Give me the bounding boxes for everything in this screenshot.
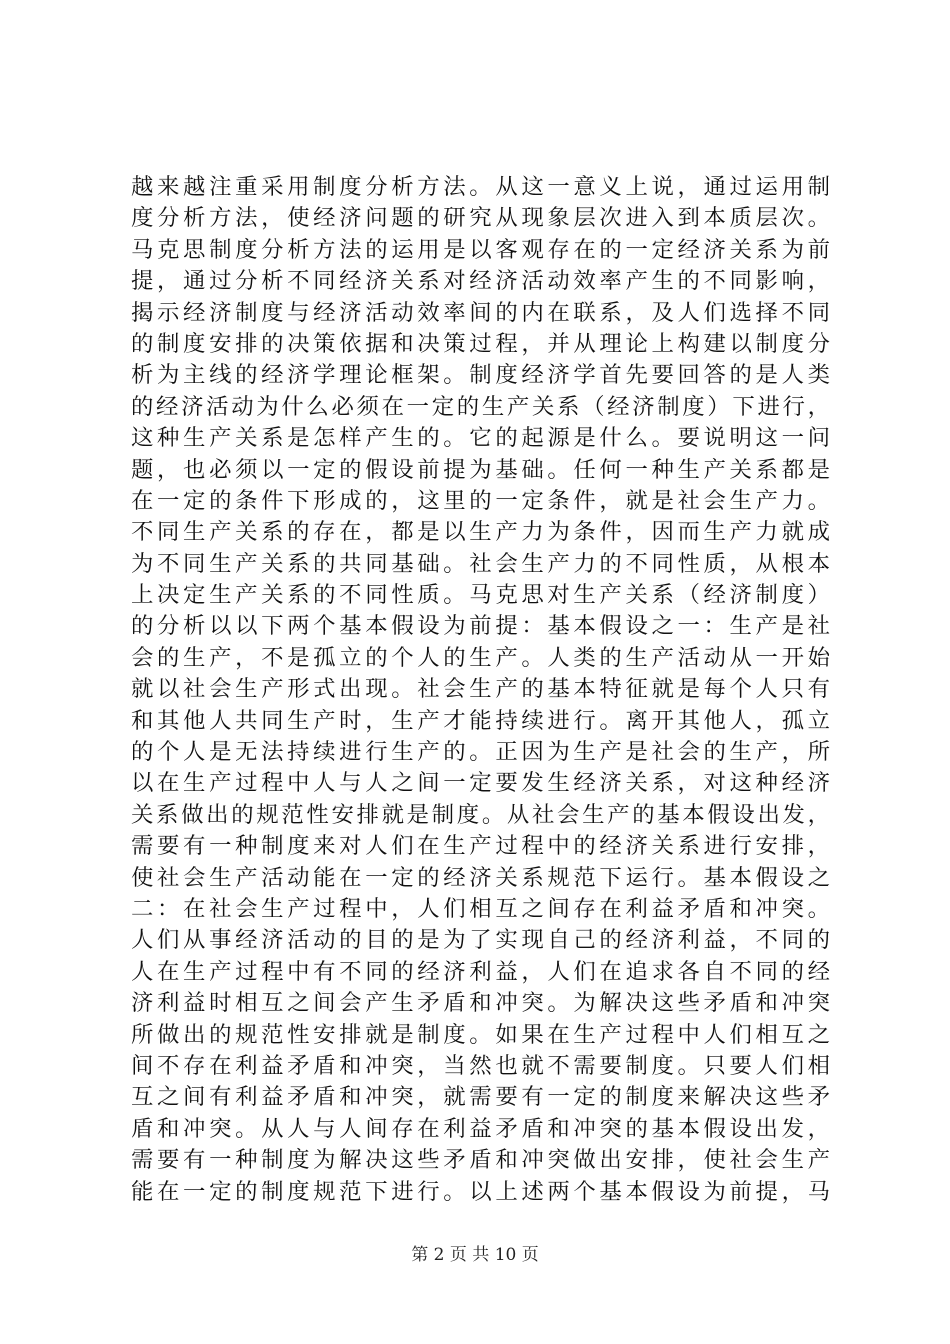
text-line: 人们从事经济活动的目的是为了实现自己的经济利益，不同的 [131,927,831,954]
body-paragraph [131,172,831,1208]
text-line: 上决定生产关系的不同性质。马克思对生产关系（经济制度） [131,582,831,609]
text-line: 二：在社会生产过程中，人们相互之间存在利益矛盾和冲突。 [131,895,831,922]
text-line: 揭示经济制度与经济活动效率间的内在联系，及人们选择不同 [131,299,831,326]
text-line: 在一定的条件下形成的，这里的一定条件，就是社会生产力。 [131,487,831,514]
text-line: 关系做出的规范性安排就是制度。从社会生产的基本假设出发， [131,801,831,828]
text-line: 提，通过分析不同经济关系对经济活动效率产生的不同影响， [131,268,831,295]
text-line: 会的生产，不是孤立的个人的生产。人类的生产活动从一开始 [131,644,831,671]
text-line: 题，也必须以一定的假设前提为基础。任何一种生产关系都是 [131,456,831,483]
text-line: 和其他人共同生产时，生产才能持续进行。离开其他人，孤立 [131,707,831,734]
text-line: 以在生产过程中人与人之间一定要发生经济关系，对这种经济 [131,770,831,797]
text-line: 能在一定的制度规范下进行。以上述两个基本假设为前提，马 [131,1178,831,1205]
text-line: 的分析以以下两个基本假设为前提：基本假设之一：生产是社 [131,613,831,640]
text-line: 为不同生产关系的共同基础。社会生产力的不同性质，从根本 [131,550,831,577]
text-line: 需要有一种制度来对人们在生产过程中的经济关系进行安排， [131,833,831,860]
text-line: 的个人是无法持续进行生产的。正因为生产是社会的生产，所 [131,739,831,766]
page-footer: 第 2 页 共 10 页 [411,1245,539,1265]
text-line: 的经济活动为什么必须在一定的生产关系（经济制度）下进行， [131,393,831,420]
text-line: 这种生产关系是怎样产生的。它的起源是什么。要说明这一问 [131,425,831,452]
text-line: 济利益时相互之间会产生矛盾和冲突。为解决这些矛盾和冲突 [131,990,831,1017]
text-line: 互之间有利益矛盾和冲突，就需要有一定的制度来解决这些矛 [131,1084,831,1111]
text-line: 盾和冲突。从人与人间存在利益矛盾和冲突的基本假设出发， [131,1115,831,1142]
text-line: 所做出的规范性安排就是制度。如果在生产过程中人们相互之 [131,1021,831,1048]
text-line: 度分析方法，使经济问题的研究从现象层次进入到本质层次。 [131,205,831,232]
text-line: 使社会生产活动能在一定的经济关系规范下运行。基本假设之 [131,864,831,891]
text-line: 人在生产过程中有不同的经济利益，人们在追求各自不同的经 [131,958,831,985]
text-line: 马克思制度分析方法的运用是以客观存在的一定经济关系为前 [131,236,831,263]
text-line: 不同生产关系的存在，都是以生产力为条件，因而生产力就成 [131,519,831,546]
text-line: 需要有一种制度为解决这些矛盾和冲突做出安排，使社会生产 [131,1147,831,1174]
text-line: 析为主线的经济学理论框架。制度经济学首先要回答的是人类 [131,362,831,389]
text-line: 越来越注重采用制度分析方法。从这一意义上说，通过运用制 [131,174,831,200]
text-line: 间不存在利益矛盾和冲突，当然也就不需要制度。只要人们相 [131,1052,831,1079]
text-line: 的制度安排的决策依据和决策过程，并从理论上构建以制度分 [131,330,831,357]
text-line: 就以社会生产形式出现。社会生产的基本特征就是每个人只有 [131,676,831,703]
